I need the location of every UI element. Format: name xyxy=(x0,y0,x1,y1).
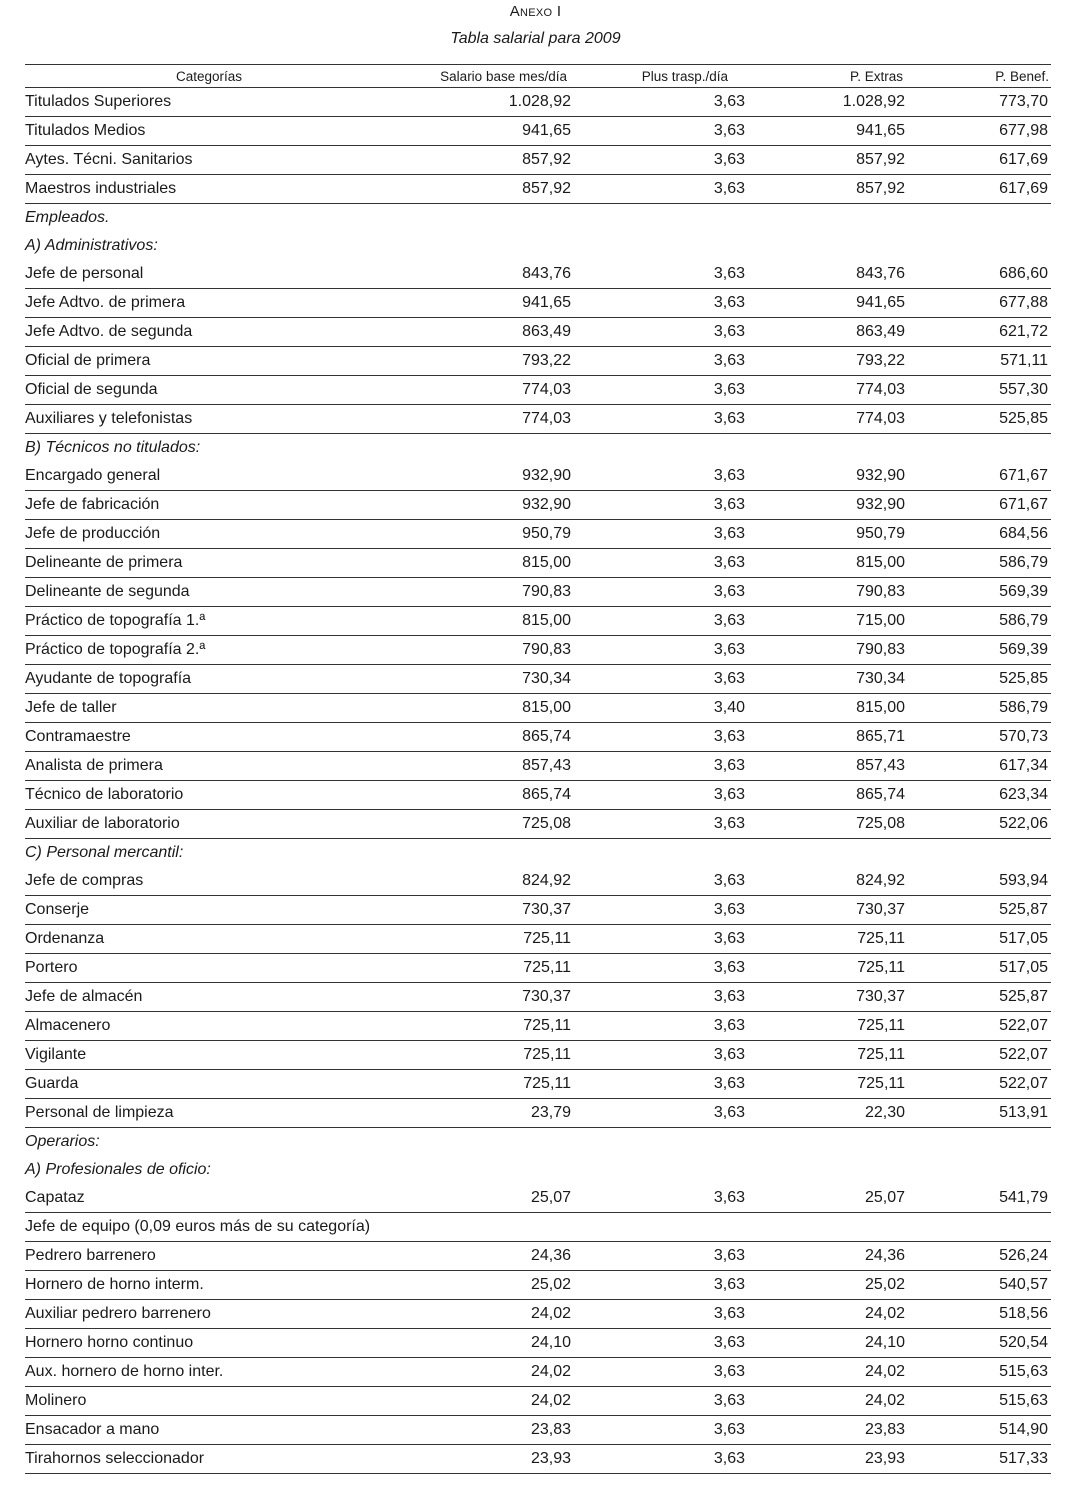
p-extras-cell: 815,00 xyxy=(747,549,908,578)
p-extras-cell: 790,83 xyxy=(747,636,908,665)
p-extras-cell: 790,83 xyxy=(747,578,908,607)
table-row xyxy=(25,1184,1051,1213)
plus-trasp-cell: 3,63 xyxy=(573,752,747,781)
section-heading-row xyxy=(25,1128,1051,1157)
salario-base-cell: 774,03 xyxy=(393,405,573,434)
table-row xyxy=(25,578,1051,607)
table-row xyxy=(25,925,1051,954)
p-benef-cell: 570,73 xyxy=(908,723,1051,752)
p-extras-cell: 941,65 xyxy=(747,289,908,318)
salario-base-cell: 24,10 xyxy=(393,1329,573,1358)
plus-trasp-cell: 3,63 xyxy=(573,289,747,318)
plus-trasp-cell: 3,63 xyxy=(573,636,747,665)
category-cell: Oficial de segunda xyxy=(25,376,393,405)
plus-trasp-cell: 3,63 xyxy=(573,1099,747,1128)
table-row xyxy=(25,607,1051,636)
category-cell: Aux. hornero de horno inter. xyxy=(25,1358,393,1387)
salario-base-cell: 23,79 xyxy=(393,1099,573,1128)
p-benef-cell: 525,87 xyxy=(908,896,1051,925)
category-cell: Titulados Superiores xyxy=(25,88,393,117)
table-row xyxy=(25,1329,1051,1358)
category-cell: Práctico de topografía 2.ª xyxy=(25,636,393,665)
salario-base-cell: 1.028,92 xyxy=(393,88,573,117)
table-row xyxy=(25,752,1051,781)
p-extras-cell: 774,03 xyxy=(747,376,908,405)
p-extras-cell: 715,00 xyxy=(747,607,908,636)
p-benef-cell: 677,88 xyxy=(908,289,1051,318)
table-body xyxy=(25,88,1051,1474)
section-heading-row xyxy=(25,434,1051,463)
p-extras-cell: 24,36 xyxy=(747,1242,908,1271)
category-cell: Capataz xyxy=(25,1184,393,1213)
table-row xyxy=(25,954,1051,983)
p-extras-cell: 24,10 xyxy=(747,1329,908,1358)
p-benef-cell: 773,70 xyxy=(908,88,1051,117)
category-cell: Jefe Adtvo. de primera xyxy=(25,289,393,318)
category-cell: Jefe de almacén xyxy=(25,983,393,1012)
table-row xyxy=(25,1012,1051,1041)
table-title: Tabla salarial para 2009 xyxy=(450,30,621,47)
header-p-extras: P. Extras xyxy=(747,65,908,88)
p-benef-cell: 684,56 xyxy=(908,520,1051,549)
category-cell: Ordenanza xyxy=(25,925,393,954)
salario-base-cell: 725,11 xyxy=(393,1012,573,1041)
salario-base-cell: 941,65 xyxy=(393,117,573,146)
header-categorias: Categorías xyxy=(25,65,393,88)
plus-trasp-cell: 3,63 xyxy=(573,491,747,520)
annex-label: Anexo I xyxy=(509,3,562,20)
salario-base-cell: 950,79 xyxy=(393,520,573,549)
section-heading: A) Profesionales de oficio: xyxy=(25,1161,211,1178)
salario-base-cell: 815,00 xyxy=(393,607,573,636)
p-benef-cell: 525,85 xyxy=(908,665,1051,694)
p-benef-cell: 617,69 xyxy=(908,146,1051,175)
p-benef-cell: 617,34 xyxy=(908,752,1051,781)
p-benef-cell: 518,56 xyxy=(908,1300,1051,1329)
p-benef-cell: 515,63 xyxy=(908,1358,1051,1387)
plus-trasp-cell: 3,63 xyxy=(573,810,747,839)
category-cell: Guarda xyxy=(25,1070,393,1099)
table-row xyxy=(25,1416,1051,1445)
plus-trasp-cell: 3,63 xyxy=(573,1184,747,1213)
p-benef-cell: 586,79 xyxy=(908,694,1051,723)
salario-base-cell: 932,90 xyxy=(393,491,573,520)
plus-trasp-cell: 3,63 xyxy=(573,578,747,607)
table-row xyxy=(25,636,1051,665)
plus-trasp-cell: 3,63 xyxy=(573,88,747,117)
category-cell: Práctico de topografía 1.ª xyxy=(25,607,393,636)
plus-trasp-cell: 3,63 xyxy=(573,405,747,434)
salario-base-cell: 725,11 xyxy=(393,1041,573,1070)
p-benef-cell: 525,87 xyxy=(908,983,1051,1012)
p-extras-cell: 725,08 xyxy=(747,810,908,839)
category-cell: Portero xyxy=(25,954,393,983)
p-benef-cell: 520,54 xyxy=(908,1329,1051,1358)
p-extras-cell: 950,79 xyxy=(747,520,908,549)
category-cell: Jefe de personal xyxy=(25,260,393,289)
p-benef-cell: 540,57 xyxy=(908,1271,1051,1300)
p-extras-cell: 863,49 xyxy=(747,318,908,347)
category-cell: Auxiliares y telefonistas xyxy=(25,405,393,434)
plus-trasp-cell: 3,63 xyxy=(573,1271,747,1300)
plus-trasp-cell: 3,63 xyxy=(573,1041,747,1070)
salario-base-cell: 24,02 xyxy=(393,1300,573,1329)
note-text: Jefe de equipo (0,09 euros más de su categoría) xyxy=(25,1213,1051,1242)
plus-trasp-cell: 3,63 xyxy=(573,896,747,925)
p-benef-cell: 586,79 xyxy=(908,549,1051,578)
category-cell: Contramaestre xyxy=(25,723,393,752)
category-cell: Jefe de compras xyxy=(25,867,393,896)
salario-base-cell: 793,22 xyxy=(393,347,573,376)
p-benef-cell: 677,98 xyxy=(908,117,1051,146)
plus-trasp-cell: 3,63 xyxy=(573,954,747,983)
salario-base-cell: 824,92 xyxy=(393,867,573,896)
p-benef-cell: 515,63 xyxy=(908,1387,1051,1416)
p-extras-cell: 730,37 xyxy=(747,983,908,1012)
p-extras-cell: 725,11 xyxy=(747,1070,908,1099)
section-heading: Operarios: xyxy=(25,1133,100,1150)
header-row xyxy=(25,65,1051,88)
table-row xyxy=(25,1070,1051,1099)
p-benef-cell: 522,07 xyxy=(908,1070,1051,1099)
category-cell: Aytes. Técni. Sanitarios xyxy=(25,146,393,175)
p-benef-cell: 522,07 xyxy=(908,1041,1051,1070)
plus-trasp-cell: 3,63 xyxy=(573,260,747,289)
plus-trasp-cell: 3,63 xyxy=(573,781,747,810)
p-benef-cell: 586,79 xyxy=(908,607,1051,636)
salario-base-cell: 790,83 xyxy=(393,636,573,665)
p-extras-cell: 725,11 xyxy=(747,1041,908,1070)
p-extras-cell: 941,65 xyxy=(747,117,908,146)
table-row xyxy=(25,376,1051,405)
category-cell: Hornero horno continuo xyxy=(25,1329,393,1358)
section-heading: A) Administrativos: xyxy=(25,237,158,254)
salario-base-cell: 725,11 xyxy=(393,925,573,954)
category-cell: Ayudante de topografía xyxy=(25,665,393,694)
salario-base-cell: 774,03 xyxy=(393,376,573,405)
salario-base-cell: 857,43 xyxy=(393,752,573,781)
p-extras-cell: 932,90 xyxy=(747,491,908,520)
salario-base-cell: 730,37 xyxy=(393,896,573,925)
p-benef-cell: 517,33 xyxy=(908,1445,1051,1474)
table-row xyxy=(25,117,1051,146)
category-cell: Almacenero xyxy=(25,1012,393,1041)
category-cell: Jefe Adtvo. de segunda xyxy=(25,318,393,347)
plus-trasp-cell: 3,63 xyxy=(573,723,747,752)
table-row xyxy=(25,781,1051,810)
p-extras-cell: 1.028,92 xyxy=(747,88,908,117)
table-row xyxy=(25,867,1051,896)
p-benef-cell: 525,85 xyxy=(908,405,1051,434)
salario-base-cell: 23,83 xyxy=(393,1416,573,1445)
plus-trasp-cell: 3,63 xyxy=(573,347,747,376)
plus-trasp-cell: 3,63 xyxy=(573,1416,747,1445)
table-row xyxy=(25,896,1051,925)
p-extras-cell: 25,07 xyxy=(747,1184,908,1213)
salario-base-cell: 815,00 xyxy=(393,549,573,578)
p-extras-cell: 730,37 xyxy=(747,896,908,925)
salario-base-cell: 24,02 xyxy=(393,1358,573,1387)
p-benef-cell: 541,79 xyxy=(908,1184,1051,1213)
plus-trasp-cell: 3,63 xyxy=(573,1358,747,1387)
category-cell: Vigilante xyxy=(25,1041,393,1070)
p-benef-cell: 621,72 xyxy=(908,318,1051,347)
p-extras-cell: 865,71 xyxy=(747,723,908,752)
note-row xyxy=(25,1213,1051,1242)
table-row xyxy=(25,146,1051,175)
category-cell: Oficial de primera xyxy=(25,347,393,376)
salary-table xyxy=(25,64,1051,1474)
table-row xyxy=(25,88,1051,117)
table-row xyxy=(25,1358,1051,1387)
p-extras-cell: 24,02 xyxy=(747,1300,908,1329)
p-extras-cell: 865,74 xyxy=(747,781,908,810)
p-benef-cell: 514,90 xyxy=(908,1416,1051,1445)
p-extras-cell: 857,92 xyxy=(747,175,908,204)
p-extras-cell: 25,02 xyxy=(747,1271,908,1300)
p-extras-cell: 843,76 xyxy=(747,260,908,289)
category-cell: Jefe de producción xyxy=(25,520,393,549)
category-cell: Molinero xyxy=(25,1387,393,1416)
salario-base-cell: 790,83 xyxy=(393,578,573,607)
table-row xyxy=(25,491,1051,520)
salario-base-cell: 725,08 xyxy=(393,810,573,839)
p-extras-cell: 730,34 xyxy=(747,665,908,694)
salario-base-cell: 25,07 xyxy=(393,1184,573,1213)
p-benef-cell: 593,94 xyxy=(908,867,1051,896)
plus-trasp-cell: 3,63 xyxy=(573,1300,747,1329)
salario-base-cell: 725,11 xyxy=(393,954,573,983)
category-cell: Titulados Medios xyxy=(25,117,393,146)
salario-base-cell: 941,65 xyxy=(393,289,573,318)
category-cell: Tirahornos seleccionador xyxy=(25,1445,393,1474)
category-cell: Delineante de segunda xyxy=(25,578,393,607)
table-row xyxy=(25,1387,1051,1416)
table-row xyxy=(25,347,1051,376)
salario-base-cell: 24,02 xyxy=(393,1387,573,1416)
plus-trasp-cell: 3,63 xyxy=(573,318,747,347)
header-plus-trasp: Plus trasp./día xyxy=(573,65,747,88)
plus-trasp-cell: 3,63 xyxy=(573,549,747,578)
table-row xyxy=(25,1271,1051,1300)
table-row xyxy=(25,549,1051,578)
section-heading-row xyxy=(25,232,1051,260)
salario-base-cell: 24,36 xyxy=(393,1242,573,1271)
p-extras-cell: 824,92 xyxy=(747,867,908,896)
p-benef-cell: 671,67 xyxy=(908,491,1051,520)
plus-trasp-cell: 3,63 xyxy=(573,867,747,896)
plus-trasp-cell: 3,63 xyxy=(573,520,747,549)
table-row xyxy=(25,1445,1051,1474)
salario-base-cell: 25,02 xyxy=(393,1271,573,1300)
p-benef-cell: 517,05 xyxy=(908,925,1051,954)
category-cell: Jefe de fabricación xyxy=(25,491,393,520)
salario-base-cell: 730,37 xyxy=(393,983,573,1012)
table-row xyxy=(25,462,1051,491)
section-heading: Empleados. xyxy=(25,209,110,226)
salario-base-cell: 865,74 xyxy=(393,723,573,752)
table-row xyxy=(25,1041,1051,1070)
category-cell: Maestros industriales xyxy=(25,175,393,204)
table-row xyxy=(25,289,1051,318)
p-extras-cell: 793,22 xyxy=(747,347,908,376)
table-row xyxy=(25,723,1051,752)
table-row xyxy=(25,520,1051,549)
salario-base-cell: 857,92 xyxy=(393,146,573,175)
category-cell: Jefe de taller xyxy=(25,694,393,723)
table-row xyxy=(25,405,1051,434)
plus-trasp-cell: 3,63 xyxy=(573,117,747,146)
salario-base-cell: 730,34 xyxy=(393,665,573,694)
salario-base-cell: 843,76 xyxy=(393,260,573,289)
p-extras-cell: 24,02 xyxy=(747,1387,908,1416)
p-extras-cell: 932,90 xyxy=(747,462,908,491)
plus-trasp-cell: 3,63 xyxy=(573,983,747,1012)
p-benef-cell: 686,60 xyxy=(908,260,1051,289)
category-cell: Delineante de primera xyxy=(25,549,393,578)
plus-trasp-cell: 3,63 xyxy=(573,665,747,694)
p-benef-cell: 513,91 xyxy=(908,1099,1051,1128)
table-row xyxy=(25,1099,1051,1128)
p-extras-cell: 725,11 xyxy=(747,954,908,983)
category-cell: Hornero de horno interm. xyxy=(25,1271,393,1300)
category-cell: Ensacador a mano xyxy=(25,1416,393,1445)
p-benef-cell: 569,39 xyxy=(908,578,1051,607)
p-benef-cell: 526,24 xyxy=(908,1242,1051,1271)
plus-trasp-cell: 3,63 xyxy=(573,1387,747,1416)
p-extras-cell: 24,02 xyxy=(747,1358,908,1387)
plus-trasp-cell: 3,63 xyxy=(573,175,747,204)
table-row xyxy=(25,694,1051,723)
p-benef-cell: 569,39 xyxy=(908,636,1051,665)
table-row xyxy=(25,665,1051,694)
p-extras-cell: 23,83 xyxy=(747,1416,908,1445)
category-cell: Auxiliar pedrero barrenero xyxy=(25,1300,393,1329)
p-extras-cell: 725,11 xyxy=(747,1012,908,1041)
salario-base-cell: 865,74 xyxy=(393,781,573,810)
p-benef-cell: 571,11 xyxy=(908,347,1051,376)
header-p-benef: P. Benef. xyxy=(908,65,1051,88)
header-salario-base: Salario base mes/día xyxy=(393,65,573,88)
table-row xyxy=(25,810,1051,839)
p-extras-cell: 725,11 xyxy=(747,925,908,954)
category-cell: Analista de primera xyxy=(25,752,393,781)
section-heading: B) Técnicos no titulados: xyxy=(25,439,201,456)
plus-trasp-cell: 3,63 xyxy=(573,462,747,491)
p-benef-cell: 517,05 xyxy=(908,954,1051,983)
category-cell: Técnico de laboratorio xyxy=(25,781,393,810)
salario-base-cell: 815,00 xyxy=(393,694,573,723)
table-row xyxy=(25,318,1051,347)
section-heading: C) Personal mercantil: xyxy=(25,844,184,861)
p-benef-cell: 522,07 xyxy=(908,1012,1051,1041)
p-extras-cell: 23,93 xyxy=(747,1445,908,1474)
table-row xyxy=(25,983,1051,1012)
p-benef-cell: 617,69 xyxy=(908,175,1051,204)
table-row xyxy=(25,1300,1051,1329)
plus-trasp-cell: 3,63 xyxy=(573,1070,747,1099)
p-benef-cell: 522,06 xyxy=(908,810,1051,839)
category-cell: Personal de limpieza xyxy=(25,1099,393,1128)
plus-trasp-cell: 3,63 xyxy=(573,376,747,405)
p-extras-cell: 815,00 xyxy=(747,694,908,723)
salario-base-cell: 23,93 xyxy=(393,1445,573,1474)
category-cell: Auxiliar de laboratorio xyxy=(25,810,393,839)
p-extras-cell: 857,43 xyxy=(747,752,908,781)
category-cell: Conserje xyxy=(25,896,393,925)
p-benef-cell: 557,30 xyxy=(908,376,1051,405)
table-row xyxy=(25,260,1051,289)
section-heading-row xyxy=(25,839,1051,868)
p-benef-cell: 623,34 xyxy=(908,781,1051,810)
plus-trasp-cell: 3,63 xyxy=(573,925,747,954)
plus-trasp-cell: 3,63 xyxy=(573,1445,747,1474)
salario-base-cell: 725,11 xyxy=(393,1070,573,1099)
salario-base-cell: 857,92 xyxy=(393,175,573,204)
plus-trasp-cell: 3,63 xyxy=(573,607,747,636)
plus-trasp-cell: 3,63 xyxy=(573,1242,747,1271)
p-extras-cell: 22,30 xyxy=(747,1099,908,1128)
category-cell: Pedrero barrenero xyxy=(25,1242,393,1271)
plus-trasp-cell: 3,63 xyxy=(573,1329,747,1358)
plus-trasp-cell: 3,63 xyxy=(573,1012,747,1041)
p-extras-cell: 857,92 xyxy=(747,146,908,175)
salario-base-cell: 932,90 xyxy=(393,462,573,491)
table-row xyxy=(25,1242,1051,1271)
category-cell: Encargado general xyxy=(25,462,393,491)
p-extras-cell: 774,03 xyxy=(747,405,908,434)
p-benef-cell: 671,67 xyxy=(908,462,1051,491)
plus-trasp-cell: 3,40 xyxy=(573,694,747,723)
section-heading-row xyxy=(25,204,1051,233)
plus-trasp-cell: 3,63 xyxy=(573,146,747,175)
table-row xyxy=(25,175,1051,204)
salario-base-cell: 863,49 xyxy=(393,318,573,347)
section-heading-row xyxy=(25,1156,1051,1184)
